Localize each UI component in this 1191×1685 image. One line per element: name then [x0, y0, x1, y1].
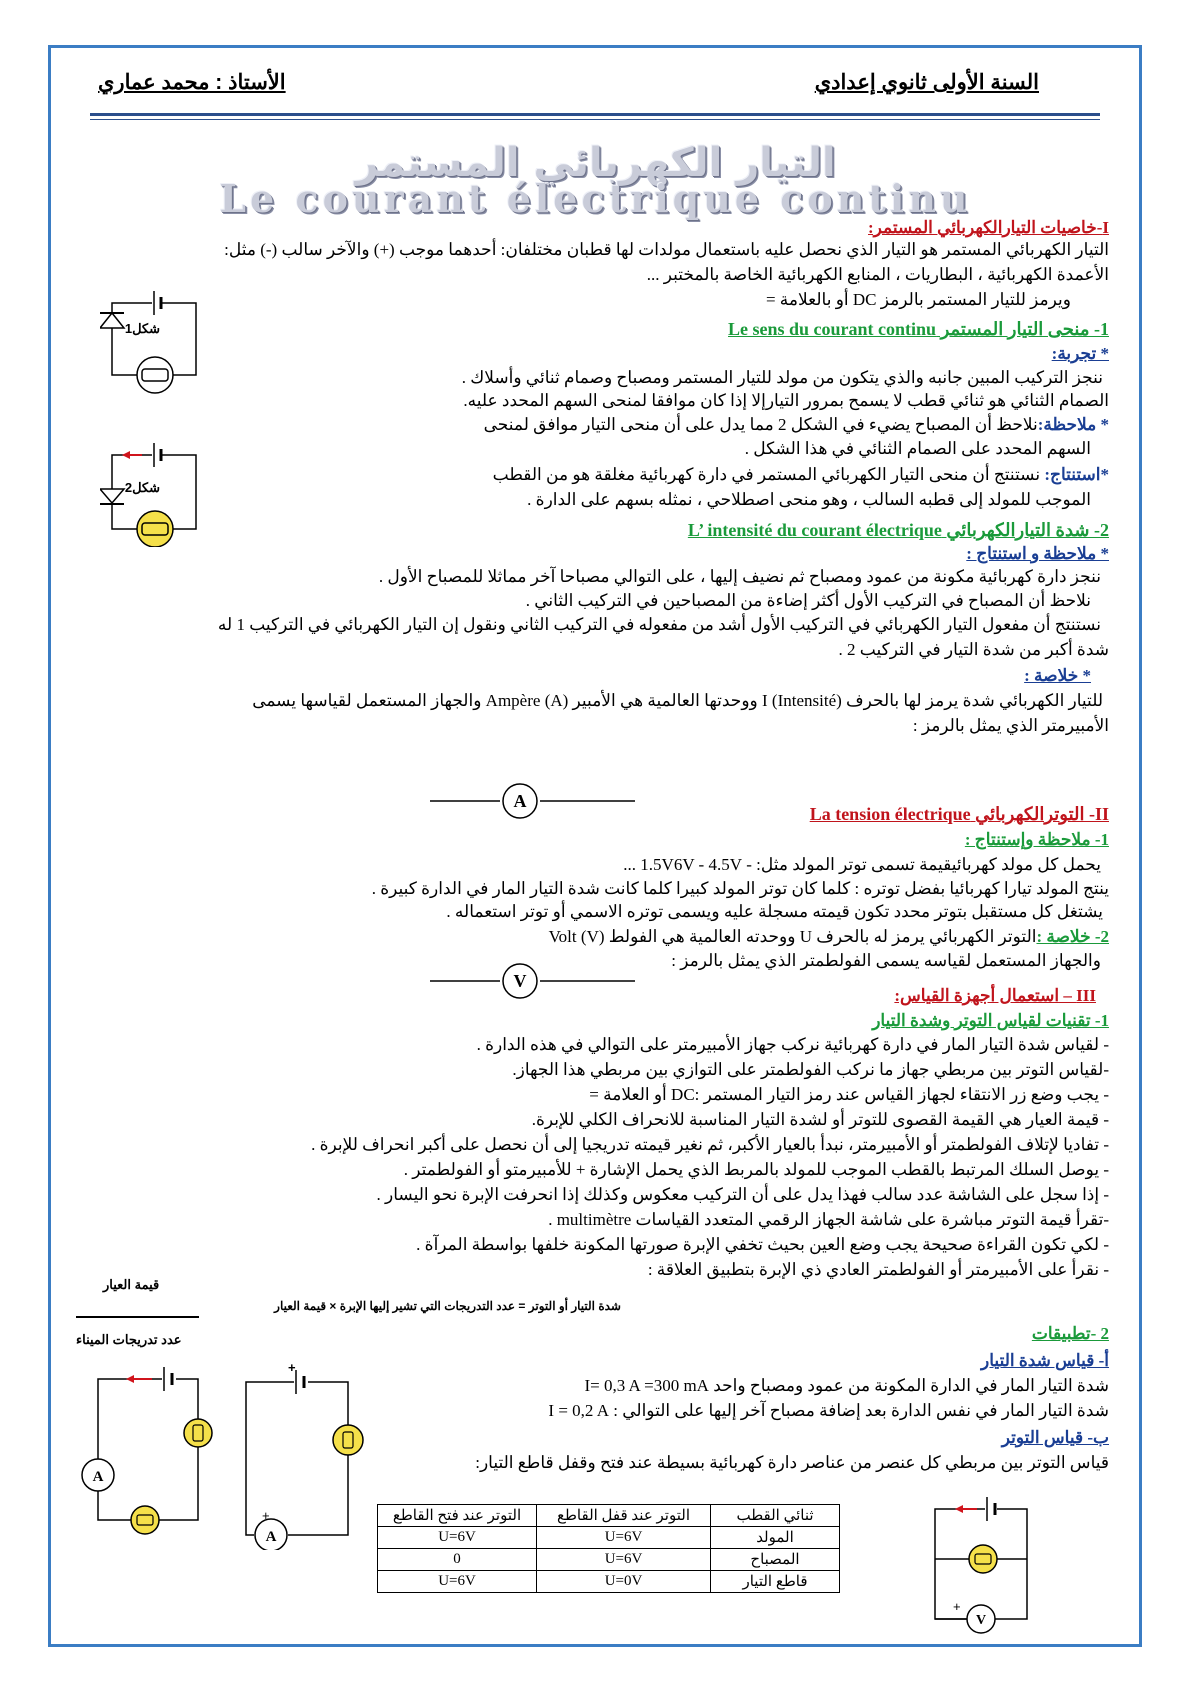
voltmeter-symbol-letter: V: [513, 971, 527, 991]
s12-paragraph-3: نستنتج أن مفعول التيار الكهربائي في التركيب الأول أشد من مفعوله في التركيب الثاني ونقول إن التيار الكهربائي في التركيب 1 له: [217, 615, 1101, 634]
voltmeter-symbol: [430, 963, 640, 999]
s3-current-heading: أ- قياس شدة التيار: [981, 1351, 1109, 1370]
ammeter-symbol: [430, 783, 640, 819]
s11-experiment-1: ننجز التركيب المبين جانبه والذي يتكون من مولد للتيار المستمر ومصباح وصمام ثنائي وأسلاك .: [461, 368, 1103, 387]
positive-terminal-label: +: [288, 1360, 296, 1375]
s11-experiment-heading: * تجربة:: [1051, 344, 1109, 363]
table-cell: U=6V: [537, 1549, 711, 1571]
figure-2-circuit: [100, 437, 215, 547]
table-cell: U=6V: [378, 1527, 537, 1549]
s11-conclusion: [493, 464, 1109, 486]
s11-observation: [484, 414, 1109, 436]
s3-voltage-1: قياس التوتر بين مربطي كل عنصر من عناصر دارة كهربائية بسيطة عند فتح وقفل قاطع التيار:: [475, 1453, 1109, 1472]
s3-item-2: -لقياس التوتر بين مربطي جهاز ما نركب الفولطمتر على التوازي بين مربطي هذا الجهاز.: [512, 1060, 1109, 1079]
title-french: Le courant électrique continu: [219, 176, 972, 221]
s11-heading: 1- منحى التيار المستمر Le sens du courant continu: [728, 319, 1109, 339]
s2-summary-heading: 2- خلاصة :: [1036, 927, 1109, 946]
s3-item-1: - لقياس شدة التيار المار في دارة كهربائية نركب جهاز الأمبيرمتر على التوالي في هذه الدارة .: [476, 1035, 1109, 1054]
ammeter-symbol-letter: A: [513, 791, 527, 811]
s2-paragraph-3: يشتغل كل مستقبل بتوتر محدد تكون قيمته مسجلة عليه ويسمى توتره الاسمي أو توتر استعماله .: [446, 902, 1103, 921]
s3-techniques-heading: 1- تقنيات لقياس التوتر وشدة التيار: [872, 1011, 1109, 1030]
s12-heading: 2- شدة التيارالكهربائي L’ intensité du courant électrique: [687, 520, 1109, 540]
table-header: التوتر عند قفل القاطع: [537, 1505, 711, 1527]
positive-terminal-label: +: [953, 1599, 961, 1614]
ammeter-circuit-middle: [238, 1360, 378, 1550]
diode-icon: [100, 489, 124, 503]
figure-1-circuit: [100, 283, 215, 398]
s12-paragraph-4: شدة أكبر من شدة التيار في التركيب 2 .: [838, 640, 1109, 659]
table-cell: 0: [378, 1549, 537, 1571]
voltmeter-letter: V: [975, 1613, 987, 1628]
ammeter-letter: A: [92, 1469, 104, 1485]
s12-paragraph-1: ننجز دارة كهربائية مكونة من عمود ومصباح ثم نضيف إليها ، على التوالي مصباحا آخر مماثلا للمصباح الأول .: [378, 567, 1101, 586]
s11-observation-label: * ملاحظة:: [1037, 415, 1109, 434]
voltage-table: [377, 1504, 840, 1593]
s3-item-3: - يجب وضع زر الانتقاء لجهاز القياس عند رمز التيار المستمر :DC أو العلامة =: [589, 1085, 1109, 1104]
s3-item-8: -تقرأ قيمة التوتر مباشرة على شاشة الجهاز الرقمي المتعدد القياسات multimètre .: [548, 1210, 1109, 1229]
fraction-bar: [76, 1316, 199, 1318]
s2-observation-heading: 1- ملاحظة وإستنتاج :: [964, 830, 1109, 849]
s3-item-9: - لكي تكون القراءة صحيحة يجب وضع العين بحيث تخفي الإبرة صورتها المكونة خلفها بواسطة المرآة .: [416, 1235, 1109, 1254]
s12-summary-1: للتيار الكهربائي شدة يرمز لها بالحرف (Intensité) I ووحدتها العالمية هي الأمبير (A) Ampère والجهاز المستعمل لقياسها يسمى: [252, 691, 1103, 710]
s2-summary: [549, 926, 1109, 948]
table-cell: U=6V: [378, 1571, 537, 1593]
s3-applications-heading: 2 -تطبيقات: [1031, 1324, 1109, 1343]
s12-observation-heading: * ملاحظة و استنتاج :: [966, 544, 1109, 563]
s11-conclusion-text: نستنتج أن منحى التيار الكهربائي المستمر في دارة كهربائية مغلقة هو من القطب: [492, 465, 1041, 484]
s12-summary-2: الأمبيرمتر الذي يمثل بالرمز :: [912, 716, 1109, 735]
table-row: [378, 1549, 840, 1571]
s3-item-4: - قيمة العيار هي القيمة القصوى للتوتر أو لشدة التيار المناسبة للانحراف الكلي للإبرة.: [531, 1110, 1109, 1129]
header-teacher: الأستاذ : محمد عماري: [98, 71, 286, 94]
table-row: [378, 1571, 840, 1593]
s3-item-5: - تفاديا لإتلاف الفولطمتر أو الأمبيرمتر، نبدأ بالعيار الأكبر، ثم نغير قيمته تدريجيا إلى أن نحصل على أكبر انحراف للإبرة .: [311, 1135, 1109, 1154]
s11-observation-2: السهم المحدد على الصمام الثنائي في هذا الشكل .: [744, 439, 1091, 458]
s12-paragraph-2: نلاحظ أن المصباح في التركيب الأول أكثر إضاءة من المصباحين في التركيب الثاني .: [525, 591, 1091, 610]
s3-current-1: شدة التيار المار في الدارة المكونة من عمود ومصباح واحد I= 0,3 A =300 mA: [584, 1376, 1109, 1395]
ammeter-circuit-left: [80, 1355, 220, 1535]
diode-icon: [100, 313, 124, 328]
current-arrow-icon: [955, 1505, 963, 1513]
table-cell: U=0V: [537, 1571, 711, 1593]
positive-terminal-label: +: [262, 1508, 270, 1523]
calibre-label: قيمة العيار: [103, 1277, 160, 1292]
table-row: [378, 1527, 840, 1549]
table-cell: المصباح: [711, 1549, 840, 1571]
s11-conclusion-2: الموجب للمولد إلى قطبه السالب ، وهو منحى اصطلاحي ، نمثله بسهم على الدارة .: [527, 490, 1091, 509]
s2-paragraph-1: يحمل كل مولد كهربائيقيمة تسمى توتر المولد مثل: - 1.5V6V - 4.5V ...: [623, 855, 1101, 874]
table-header: التوتر عند فتح القاطع: [378, 1505, 537, 1527]
section-1-heading: I-خاصيات التيارالكهربائي المستمر:: [868, 218, 1109, 237]
s11-conclusion-label: *استنتاج:: [1044, 465, 1109, 484]
figure-2-label: شكل2: [124, 480, 160, 495]
section-3-heading: III – استعمال أجهزة القياس:: [894, 986, 1096, 1005]
s3-current-2: شدة التيار المار في نفس الدارة بعد إضافة مصباح آخر إليها على التوالي : I = 0,2 A: [548, 1401, 1109, 1420]
s3-item-7: - إذا سجل على الشاشة عدد سالب فهذا يدل على أن التركيب معكوس وكذلك إذا انحرفت الإبرة نحو اليسار .: [376, 1185, 1109, 1204]
s1-paragraph-2: الأعمدة الكهربائية ، البطاريات ، المنابع الكهربائية الخاصة بالمختبر ...: [646, 265, 1109, 284]
s1-paragraph-1: التيار الكهربائي المستمر هو التيار الذي نحصل عليه باستعمال مولدات لها قطبان مختلفان: أحدهما موجب (+) والآخر سالب (-) مثل:: [224, 240, 1109, 259]
table-cell: U=6V: [537, 1527, 711, 1549]
current-arrow-icon: [122, 451, 130, 459]
reading-formula: شدة التيار أو التوتر = عدد التدريجات التي تشير إليها الإبرة × قيمة العيار: [274, 1299, 621, 1313]
ammeter-letter: A: [265, 1529, 277, 1545]
title-arabic: التيار الكهربائي المستمر: [355, 140, 836, 186]
table-header: ثنائي القطب: [711, 1505, 840, 1527]
current-arrow-icon: [126, 1375, 134, 1383]
header-rule: [90, 113, 1100, 116]
s2-summary-2: والجهاز المستعمل لقياسه يسمى الفولطمتر الذي يمثل بالرمز :: [671, 951, 1101, 970]
table-header-row: [378, 1505, 840, 1527]
figure-1-label: شكل1: [124, 321, 160, 336]
s12-summary-heading: * خلاصة :: [1024, 666, 1091, 685]
s2-summary-1: التوتر الكهربائي يرمز له بالحرف U ووحدته العالمية هي الفولط (V) Volt: [548, 927, 1037, 946]
s11-observation-text: نلاحظ أن المصباح يضيء في الشكل 2 مما يدل على أن منحى التيار موافق لمنحى: [483, 415, 1038, 434]
s11-experiment-2: الصمام الثنائي هو ثنائي قطب لا يسمح بمرور التيارإلا إذا كان موافقا لمنحى السهم المحدد عليه.: [463, 391, 1109, 410]
voltmeter-circuit: [925, 1495, 1065, 1635]
s3-item-10: - نقرأ على الأمبيرمتر أو الفولطمتر العادي ذي الإبرة بتطبيق العلاقة :: [647, 1260, 1109, 1279]
header-rule-thin: [90, 119, 1100, 120]
section-2-heading: II- التوترالكهربائي La tension électrique: [809, 804, 1109, 824]
s3-voltage-heading: ب- قياس التوتر: [1001, 1428, 1109, 1447]
table-cell: قاطع التيار: [711, 1571, 840, 1593]
s1-paragraph-3: ويرمز للتيار المستمر بالرمز DC أو بالعلامة =: [765, 290, 1071, 309]
s2-paragraph-2: ينتج المولد تيارا كهربائيا بفضل توتره : كلما كان توتر المولد كبيرا كلما كانت شدة التيار المار في الدارة كبيرة .: [371, 879, 1109, 898]
table-cell: المولد: [711, 1527, 840, 1549]
header-level: السنة الأولى ثانوي إعدادي: [814, 71, 1039, 94]
graduations-label: عدد تدريجات الميناء: [76, 1332, 182, 1347]
s3-item-6: - يوصل السلك المرتبط بالقطب الموجب للمولد بالمربط الذي يحمل الإشارة + للأمبيرمتو أو الفولطمتر .: [403, 1160, 1109, 1179]
